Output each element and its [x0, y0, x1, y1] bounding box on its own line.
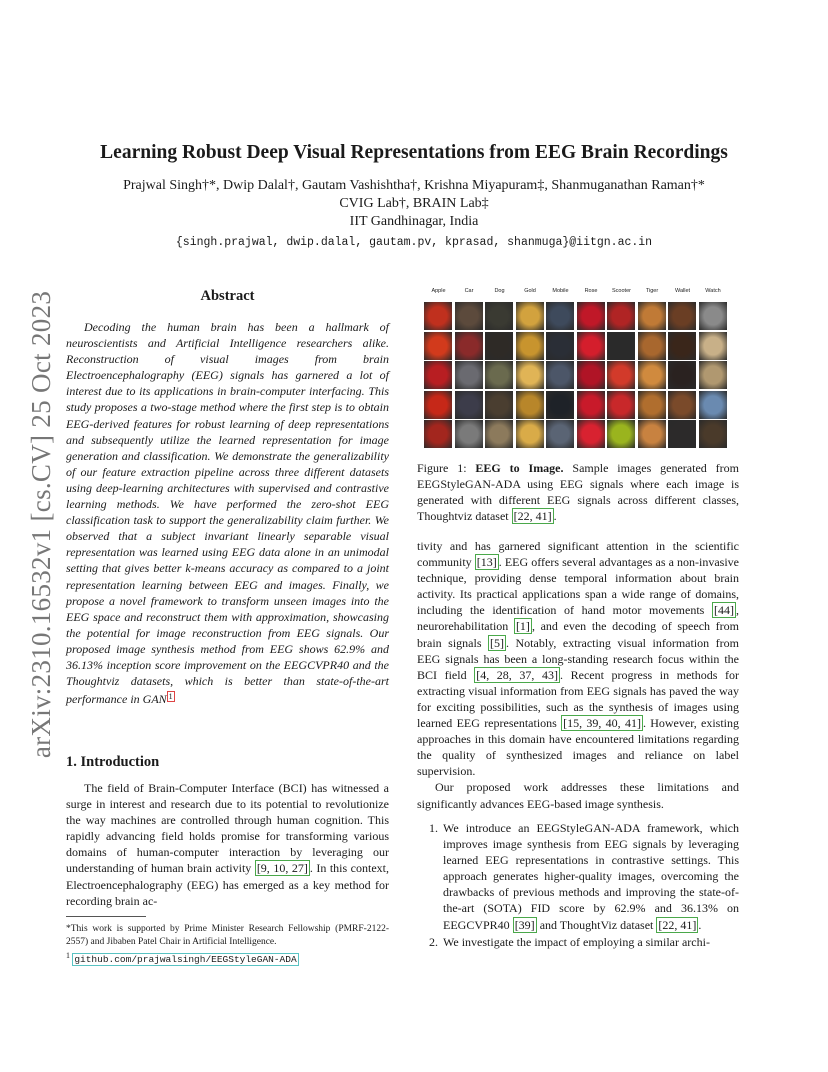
generated-image-rose [577, 302, 605, 330]
author-block [0, 177, 828, 231]
generated-image-scooter [607, 391, 635, 419]
citation-link[interactable]: [4, 28, 37, 43] [476, 667, 559, 682]
abstract-body [66, 319, 389, 707]
generated-image-apple [424, 391, 452, 419]
generated-image-gold [516, 391, 544, 419]
paper-title: Learning Robust Deep Visual Representations from EEG Brain Recordings [100, 142, 728, 163]
column-label-scooter: Scooter [612, 288, 631, 294]
paragraph-contributions-intro: Our proposed work addresses these limitations and significantly advances EEG-based image synthesis. [417, 780, 739, 811]
introduction-body [66, 780, 389, 909]
authors-line: Prajwal Singh†*, Dwip Dalal†, Gautam Vashishtha†, Krishna Miyapuram‡, Shanmuganathan Raman†* [123, 178, 705, 193]
right-column-body [417, 538, 739, 812]
generated-image-watch [699, 391, 727, 419]
figure-column-labels [424, 288, 734, 298]
generated-image-apple [424, 420, 452, 448]
generated-image-wallet [668, 420, 696, 448]
generated-image-rose [577, 332, 605, 360]
citation-link[interactable]: [5] [490, 635, 504, 650]
arxiv-side-stamp [18, 286, 66, 762]
generated-image-car [455, 391, 483, 419]
list-text: and ThoughtViz dataset [536, 917, 657, 932]
column-label-dog: Dog [494, 288, 505, 294]
generated-image-car [455, 420, 483, 448]
column-label-wallet: Wallet [674, 288, 691, 294]
introduction-heading: 1. Introduction [66, 754, 160, 770]
labs-line: CVIG Lab†, BRAIN Lab‡ [339, 196, 489, 211]
citation-link[interactable]: [22, 41] [658, 917, 697, 932]
generated-image-gold [516, 420, 544, 448]
footnote-marker: 1 [66, 951, 70, 960]
generated-image-rose [577, 391, 605, 419]
caption-label: Figure 1: [417, 461, 476, 475]
footnote-funding: *This work is supported by Prime Minister Research Fellowship (PMRF-2122-2557) and Jibaben Patel Chair in Artificial Intelligence. [66, 924, 389, 947]
generated-image-mobile [546, 420, 574, 448]
abstract-heading: Abstract [200, 288, 255, 304]
generated-image-watch [699, 332, 727, 360]
column-label-apple: Apple [431, 288, 446, 294]
footnote-divider [66, 916, 146, 917]
generated-image-dog [485, 332, 513, 360]
generated-image-car [455, 361, 483, 389]
generated-image-mobile [546, 332, 574, 360]
column-label-gold: Gold [524, 288, 536, 294]
generated-image-mobile [546, 302, 574, 330]
column-label-mobile: Mobile [552, 288, 569, 294]
citation-link[interactable]: [1] [515, 619, 530, 634]
generated-image-dog [485, 391, 513, 419]
body-text: . Notably, extracting visual information from EEG signals has been a long-standing research focus within the BCI field [417, 635, 739, 682]
citation-link[interactable]: [44] [714, 603, 734, 618]
generated-image-rose [577, 420, 605, 448]
list-number: 1. [429, 821, 438, 835]
generated-image-wallet [668, 361, 696, 389]
figure-caption [417, 460, 739, 524]
generated-image-tiger [638, 391, 666, 419]
intro-text-a: The field of Brain-Computer Interface (BCI) has witnessed a surge in interest and research due to its potential to revolutionize the way machines are controlled through human cognition. This rapidly advancing field holds promise for transforming various domains of human-computer interaction by leveraging our understanding of human brain activity [66, 781, 389, 876]
abstract-text: Decoding the human brain has been a hallmark of neuroscientists and Artificial Intelligence researchers alike. Reconstruction of visual images from brain Electroencephalography (EEG) signals has garnered a lot of interest due to its applications in brain-computer interfacing. This study proposes a two-stage method where the first step is to obtain EEG-derived features for robust learning of deep representations and subsequently utilize the learned representation for image generation and classification. We demonstrate the generalizability of our feature extraction pipeline across three different datasets using deep-learning architectures with supervised and contrastive learning methods. We have performed the zero-shot EEG classification task to support the generalizability claim further. We observed that a subject invariant linearly separable visual representation was learned using EEG data alone in an unimodal setting that gives better k-means accuracy as compared to a joint representation learning between EEG and images. Finally, we propose a novel framework to transform unseen images into the EEG space and reconstruct them with approximation, showcasing the potential for image reconstruction from EEG signals. Our proposed image synthesis method from EEG shows 62.9% and 36.13% inception score improvement on the EEGCVPR40 and the Thoughtviz datasets, which is better than state-of-the-art performance in GAN [66, 320, 389, 707]
intro-text-b: . In this context, Electroencephalography (EEG) has emerged as a key method for recording brain ac- [66, 861, 389, 908]
generated-image-mobile [546, 391, 574, 419]
arxiv-identifier: arXiv:2310.16532v1 [cs.CV] 25 Oct 2023 [26, 290, 57, 758]
column-label-car: Car [464, 288, 474, 294]
generated-image-gold [516, 361, 544, 389]
body-text: . Recent progress in methods for extracting visual information from EEG signals has paved the way for exciting possibilities, such as the synthesis of images using learned EEG representations [417, 667, 739, 731]
author-emails: {singh.prajwal, dwip.dalal, gautam.pv, kprasad, shanmuga}@iitgn.ac.in [175, 236, 653, 249]
caption-text: Sample images generated from EEGStyleGAN-ADA using EEG signals where each image is generated with different EEG signals across different classes, Thoughtviz dataset [417, 461, 739, 524]
body-text: , neurorehabilitation [417, 603, 739, 634]
footnote-code-link [66, 950, 389, 966]
github-link[interactable]: github.com/prajwalsingh/EEGStyleGAN-ADA [74, 954, 297, 966]
generated-image-watch [699, 302, 727, 330]
generated-image-mobile [546, 361, 574, 389]
generated-image-dog [485, 302, 513, 330]
generated-image-tiger [638, 302, 666, 330]
body-text: , and even the decoding of speech from brain signals [417, 619, 739, 650]
list-item [417, 934, 739, 950]
column-label-watch: Watch [705, 288, 721, 294]
figure-sample-grid [424, 288, 734, 448]
generated-image-dog [485, 420, 513, 448]
generated-image-dog [485, 361, 513, 389]
column-label-rose: Rose [584, 288, 598, 294]
list-number: 2. [429, 934, 438, 949]
generated-image-car [455, 302, 483, 330]
generated-image-tiger [638, 332, 666, 360]
body-text: . However, existing approaches in this domain have encountered limitations regarding the quality of synthesized images and reliance on label supervision. [417, 716, 739, 779]
paragraph-continued [417, 538, 739, 779]
generated-image-watch [699, 420, 727, 448]
generated-image-car [455, 332, 483, 360]
contributions-list [417, 820, 739, 951]
column-label-tiger: Tiger [645, 288, 659, 294]
abstract-footnote-link[interactable]: 1 [168, 692, 173, 702]
list-item [417, 820, 739, 933]
citation-link[interactable]: [15, 39, 40, 41] [563, 716, 641, 731]
generated-image-wallet [668, 391, 696, 419]
generated-image-gold [516, 302, 544, 330]
generated-image-watch [699, 361, 727, 389]
citation-link[interactable]: [13] [476, 555, 497, 570]
generated-image-wallet [668, 302, 696, 330]
generated-image-scooter [607, 361, 635, 389]
caption-bold: EEG to Image. [475, 461, 564, 475]
institute-line: IIT Gandhinagar, India [349, 214, 479, 229]
generated-image-apple [424, 302, 452, 330]
list-text: We investigate the impact of employing a similar archi- [443, 934, 710, 949]
generated-image-apple [424, 332, 452, 360]
generated-image-scooter [607, 332, 635, 360]
body-text: tivity and has garnered significant attention in the scientific community [417, 539, 739, 570]
list-text: We introduce an EEGStyleGAN-ADA framework, which improves image synthesis from EEG signals by leveraging learned EEG representations in contrastive settings. This approach generates higher-quality images, overcoming the drawbacks of previous methods and improving the state-of-the-art (SOTA) FID score by 62.9% and 36.13% on EEGCVPR40 [443, 821, 739, 932]
generated-image-tiger [638, 420, 666, 448]
generated-image-rose [577, 361, 605, 389]
generated-image-tiger [638, 361, 666, 389]
citation-link[interactable]: [9, 10, 27] [256, 861, 308, 876]
generated-image-scooter [607, 420, 635, 448]
list-text: . [698, 917, 702, 932]
body-text: . EEG offers several advantages as a non-invasive technique, providing dense temporal information about brain activity. Its practical applications span a wide range of domains, including the identification of hand motor movements [417, 555, 739, 618]
generated-image-apple [424, 361, 452, 389]
generated-image-gold [516, 332, 544, 360]
citation-link[interactable]: [22, 41] [513, 509, 552, 524]
generated-image-wallet [668, 332, 696, 360]
caption-end: . [553, 509, 557, 524]
generated-image-scooter [607, 302, 635, 330]
citation-link[interactable]: [39] [514, 917, 535, 932]
